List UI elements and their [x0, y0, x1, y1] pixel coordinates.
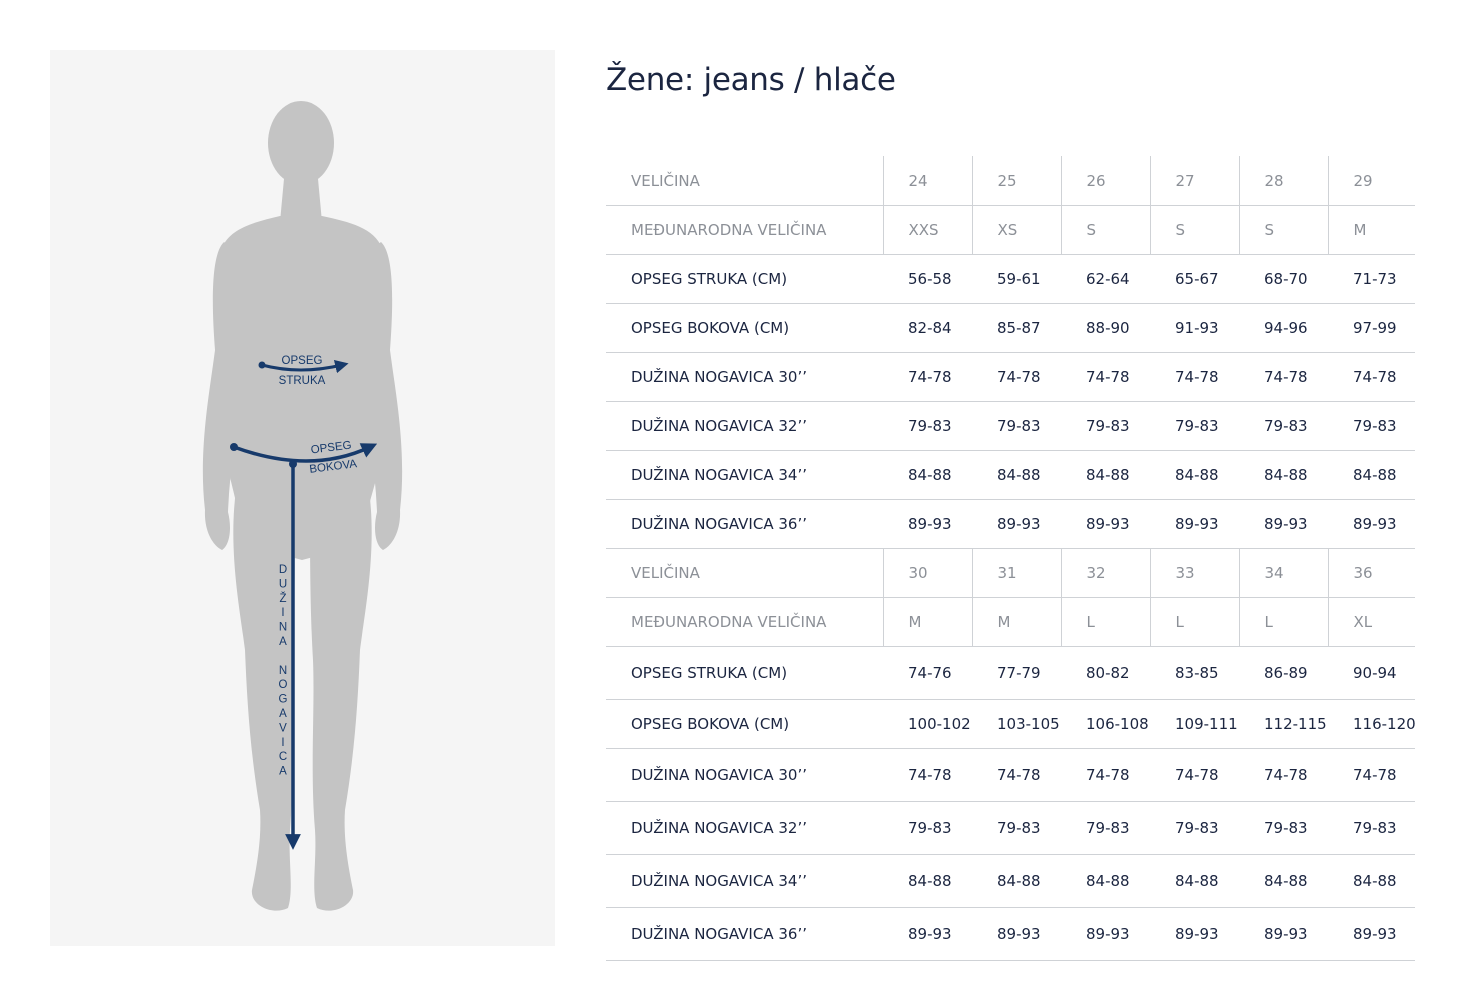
size-value-cell: 59-61: [972, 255, 1061, 304]
size-value-cell: M: [1328, 206, 1415, 255]
measurement-row: [606, 700, 1415, 749]
inseam-label-letter: C: [278, 751, 288, 764]
size-value-cell: 85-87: [972, 304, 1061, 353]
size-value-cell: 79-83: [1328, 802, 1415, 855]
size-value-cell: 89-93: [1328, 500, 1415, 549]
size-value-cell: 84-88: [1150, 855, 1239, 908]
size-value-cell: 79-83: [883, 402, 972, 451]
size-value-cell: XS: [972, 206, 1061, 255]
size-value-cell: 106-108: [1061, 700, 1150, 749]
size-value-cell: 74-78: [1061, 353, 1150, 402]
hip-label-line2: BOKOVA: [308, 458, 358, 476]
row-label: VELIČINA: [606, 549, 883, 598]
size-value-cell: 79-83: [1061, 402, 1150, 451]
size-value-cell: 89-93: [972, 500, 1061, 549]
international-size-row: [606, 598, 1415, 647]
size-value-cell: 84-88: [1239, 855, 1328, 908]
size-value-cell: 74-78: [972, 749, 1061, 802]
size-value-cell: 116-120: [1328, 700, 1415, 749]
size-value-cell: 89-93: [1061, 500, 1150, 549]
size-header-row: [606, 549, 1415, 598]
size-value-cell: 112-115: [1239, 700, 1328, 749]
size-value-cell: 74-78: [972, 353, 1061, 402]
size-value-cell: 84-88: [972, 855, 1061, 908]
size-value-cell: 84-88: [1150, 451, 1239, 500]
size-value-cell: S: [1061, 206, 1150, 255]
size-value-cell: 79-83: [1328, 402, 1415, 451]
size-value-cell: 74-78: [1061, 749, 1150, 802]
size-value-cell: 74-78: [1239, 353, 1328, 402]
size-value-cell: 84-88: [1061, 451, 1150, 500]
international-size-row: [606, 206, 1415, 255]
size-value-cell: 62-64: [1061, 255, 1150, 304]
inseam-label-letter: A: [279, 765, 287, 778]
waist-label-line1: OPSEG: [281, 355, 323, 367]
inseam-label-letter: D: [278, 564, 288, 576]
size-value-cell: 74-76: [883, 647, 972, 700]
inseam-label-letter: N: [278, 664, 288, 677]
size-value-cell: 77-79: [972, 647, 1061, 700]
inseam-label-letter: A: [279, 636, 287, 648]
size-value-cell: 80-82: [1061, 647, 1150, 700]
size-value-cell: 79-83: [972, 802, 1061, 855]
size-value-cell: 26: [1061, 156, 1150, 206]
inseam-label-letter: U: [278, 578, 288, 591]
size-value-cell: 74-78: [883, 749, 972, 802]
size-value-cell: 84-88: [1061, 855, 1150, 908]
size-value-cell: 71-73: [1328, 255, 1415, 304]
measurement-row: [606, 749, 1415, 802]
size-value-cell: 91-93: [1150, 304, 1239, 353]
size-value-cell: 109-111: [1150, 700, 1239, 749]
row-label: DUŽINA NOGAVICA 32’’: [606, 402, 883, 451]
size-value-cell: L: [1239, 598, 1328, 647]
waist-label-line2: STRUKA: [278, 375, 326, 387]
size-value-cell: 36: [1328, 549, 1415, 598]
measurement-row: [606, 255, 1415, 304]
row-label: DUŽINA NOGAVICA 34’’: [606, 451, 883, 500]
size-value-cell: 33: [1150, 549, 1239, 598]
size-value-cell: M: [883, 598, 972, 647]
body-silhouette-illustration: [50, 50, 555, 946]
row-label: OPSEG STRUKA (CM): [606, 647, 883, 700]
inseam-label-letter: A: [279, 708, 287, 720]
size-value-cell: 84-88: [883, 855, 972, 908]
row-label: VELIČINA: [606, 156, 883, 206]
size-value-cell: 28: [1239, 156, 1328, 206]
size-value-cell: 103-105: [972, 700, 1061, 749]
size-value-cell: 94-96: [1239, 304, 1328, 353]
size-value-cell: XXS: [883, 206, 972, 255]
measurement-row: [606, 500, 1415, 549]
row-label: MEĐUNARODNA VELIČINA: [606, 206, 883, 255]
measurement-row: [606, 304, 1415, 353]
body-measurement-figure: [50, 50, 555, 946]
size-value-cell: 89-93: [1239, 908, 1328, 961]
size-value-cell: 32: [1061, 549, 1150, 598]
size-value-cell: 89-93: [1328, 908, 1415, 961]
row-label: DUŽINA NOGAVICA 32’’: [606, 802, 883, 855]
size-value-cell: 90-94: [1328, 647, 1415, 700]
size-value-cell: 74-78: [1328, 353, 1415, 402]
size-value-cell: 74-78: [883, 353, 972, 402]
size-value-cell: S: [1239, 206, 1328, 255]
inseam-label-letter: G: [278, 693, 288, 706]
size-value-cell: 89-93: [883, 908, 972, 961]
size-value-cell: 86-89: [1239, 647, 1328, 700]
size-value-cell: 79-83: [883, 802, 972, 855]
measurement-row: [606, 647, 1415, 700]
row-label: DUŽINA NOGAVICA 36’’: [606, 500, 883, 549]
row-label: DUŽINA NOGAVICA 30’’: [606, 749, 883, 802]
size-value-cell: 27: [1150, 156, 1239, 206]
size-value-cell: XL: [1328, 598, 1415, 647]
measurement-row: [606, 908, 1415, 961]
size-value-cell: 25: [972, 156, 1061, 206]
row-label: DUŽINA NOGAVICA 30’’: [606, 353, 883, 402]
row-label: DUŽINA NOGAVICA 34’’: [606, 855, 883, 908]
size-value-cell: 79-83: [1239, 802, 1328, 855]
size-value-cell: 74-78: [1150, 353, 1239, 402]
size-value-cell: 89-93: [1061, 908, 1150, 961]
hip-label-line1: OPSEG: [310, 439, 353, 457]
size-value-cell: 84-88: [883, 451, 972, 500]
size-value-cell: 79-83: [972, 402, 1061, 451]
size-value-cell: 89-93: [1150, 500, 1239, 549]
size-value-cell: 29: [1328, 156, 1415, 206]
size-value-cell: 89-93: [883, 500, 972, 549]
size-chart-table: [606, 156, 1415, 961]
measurement-row: [606, 451, 1415, 500]
inseam-label-letter: I: [281, 607, 285, 620]
measurement-row: [606, 855, 1415, 908]
size-value-cell: 24: [883, 156, 972, 206]
size-value-cell: 84-88: [1328, 855, 1415, 908]
inseam-label-letter: V: [279, 722, 287, 735]
size-value-cell: L: [1150, 598, 1239, 647]
size-value-cell: 82-84: [883, 304, 972, 353]
size-value-cell: 74-78: [1239, 749, 1328, 802]
size-value-cell: 79-83: [1061, 802, 1150, 855]
page-title: Žene: jeans / hlače: [606, 62, 896, 98]
size-value-cell: S: [1150, 206, 1239, 255]
size-value-cell: 79-83: [1150, 802, 1239, 855]
size-value-cell: 100-102: [883, 700, 972, 749]
inseam-label-letter: O: [278, 679, 288, 692]
size-value-cell: 79-83: [1150, 402, 1239, 451]
row-label: OPSEG BOKOVA (CM): [606, 304, 883, 353]
size-value-cell: 31: [972, 549, 1061, 598]
body-silhouette: [203, 101, 402, 911]
size-value-cell: 89-93: [972, 908, 1061, 961]
row-label: OPSEG STRUKA (CM): [606, 255, 883, 304]
measurement-row: [606, 802, 1415, 855]
row-label: MEĐUNARODNA VELIČINA: [606, 598, 883, 647]
size-value-cell: 30: [883, 549, 972, 598]
size-value-cell: 34: [1239, 549, 1328, 598]
size-value-cell: 74-78: [1150, 749, 1239, 802]
measurement-row: [606, 353, 1415, 402]
size-value-cell: 84-88: [1328, 451, 1415, 500]
inseam-label-letter: Ž: [279, 592, 287, 605]
row-label: OPSEG BOKOVA (CM): [606, 700, 883, 749]
measurement-row: [606, 402, 1415, 451]
size-value-cell: 56-58: [883, 255, 972, 304]
size-value-cell: 74-78: [1328, 749, 1415, 802]
size-value-cell: 68-70: [1239, 255, 1328, 304]
size-value-cell: L: [1061, 598, 1150, 647]
size-value-cell: 84-88: [972, 451, 1061, 500]
row-label: DUŽINA NOGAVICA 36’’: [606, 908, 883, 961]
size-value-cell: 88-90: [1061, 304, 1150, 353]
size-value-cell: 79-83: [1239, 402, 1328, 451]
size-value-cell: 84-88: [1239, 451, 1328, 500]
size-value-cell: M: [972, 598, 1061, 647]
size-value-cell: 89-93: [1239, 500, 1328, 549]
size-value-cell: 89-93: [1150, 908, 1239, 961]
inseam-label-letter: N: [278, 621, 288, 634]
size-value-cell: 65-67: [1150, 255, 1239, 304]
size-value-cell: 97-99: [1328, 304, 1415, 353]
size-value-cell: 83-85: [1150, 647, 1239, 700]
size-header-row: [606, 156, 1415, 206]
inseam-label-letter: I: [281, 736, 285, 749]
